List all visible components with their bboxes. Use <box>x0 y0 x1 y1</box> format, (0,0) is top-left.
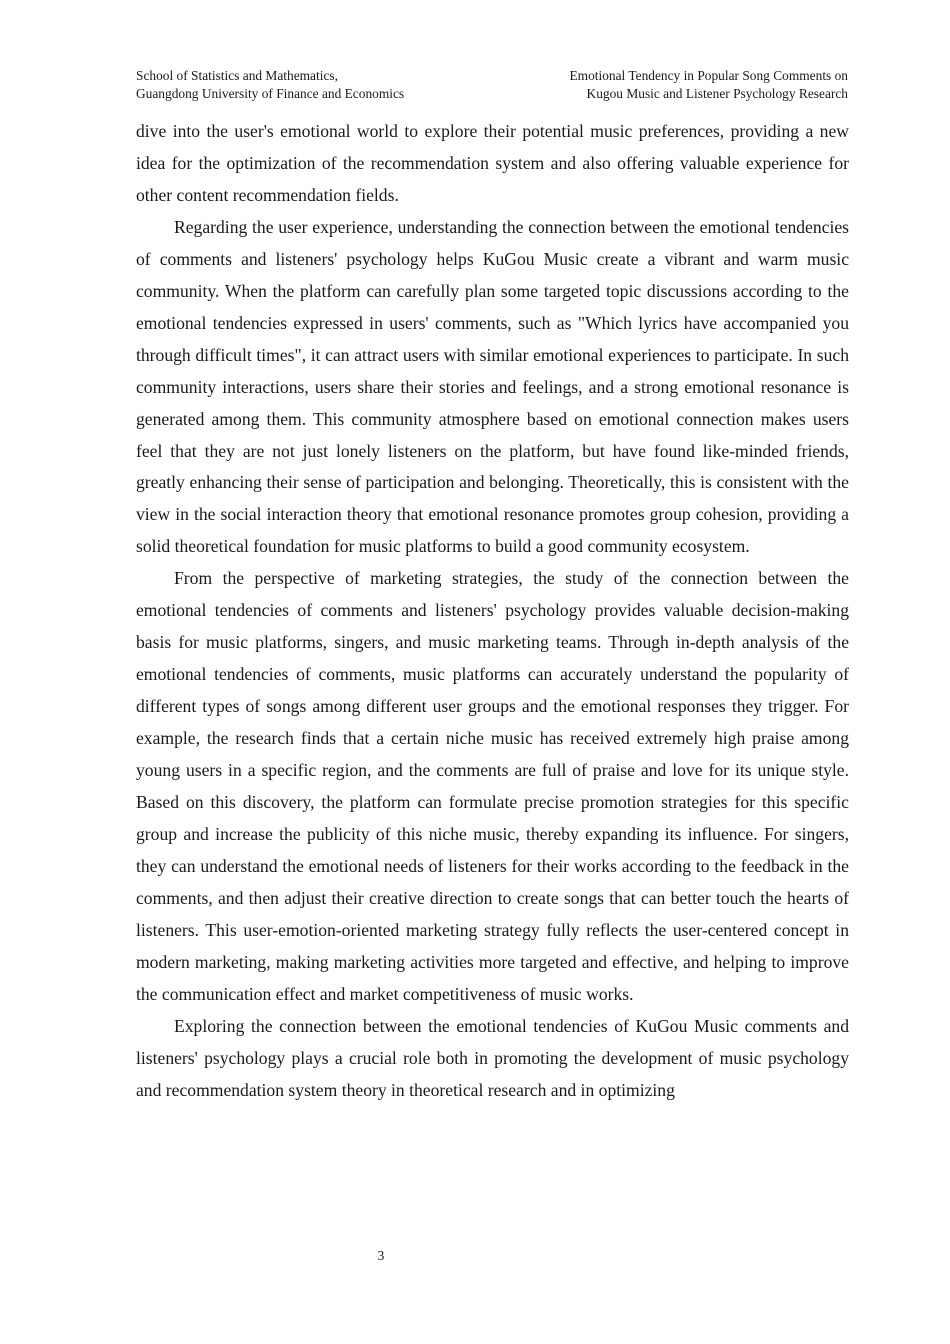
paragraph-marketing-strategies: From the perspective of marketing strategies, the study of the connection between the emotional tendencies of comments and listeners' psychology provides valuable decision-making basis for music platforms, singers, and music marketing teams. Through in-depth analysis of the emotional tendencies of comments, music platforms can accurately understand the popularity of different types of songs among different user groups and the emotional responses they trigger. For example, the research finds that a certain niche music has received extremely high praise among young users in a specific region, and the comments are full of praise and love for its unique style. Based on this discovery, the platform can formulate precise promotion strategies for this specific group and increase the publicity of this niche music, thereby expanding its influence. For singers, they can understand the emotional needs of listeners for their works according to the feedback in the comments, and then adjust their creative direction to create songs that can better touch the hearts of listeners. This user-emotion-oriented marketing strategy fully reflects the user-centered concept in modern marketing, making marketing activities more targeted and effective, and helping to improve the communication effect and market competitiveness of music works. <box>136 568 849 1004</box>
body-text <box>136 116 849 1107</box>
running-header-left <box>136 67 404 103</box>
paragraph-user-experience: Regarding the user experience, understanding the connection between the emotional tendencies of comments and listeners' psychology helps KuGou Music create a vibrant and warm music community. When the platform can carefully plan some targeted topic discussions according to the emotional tendencies expressed in users' comments, such as "Which lyrics have accompanied you through difficult times", it can attract users with similar emotional experiences to participate. In such community interactions, users share their stories and feelings, and a strong emotional resonance is generated among them. This community atmosphere based on emotional connection makes users feel that they are not just lonely listeners on the platform, but have found like-minded friends, greatly enhancing their sense of participation and belonging. Theoretically, this is consistent with the view in the social interaction theory that emotional resonance promotes group cohesion, providing a solid theoretical foundation for music platforms to build a good community ecosystem. <box>136 216 849 557</box>
page-number: 3 <box>377 1248 385 1263</box>
running-header-right <box>569 67 848 103</box>
header-institution-university: Guangdong University of Finance and Economics <box>136 86 405 101</box>
header-title-line1: Emotional Tendency in Popular Song Comments on <box>569 68 848 83</box>
header-institution-school: School of Statistics and Mathematics, <box>136 68 338 83</box>
header-title-line2: Kugou Music and Listener Psychology Research <box>586 86 848 101</box>
paragraph-continued: dive into the user's emotional world to explore their potential music preferences, providing a new idea for the optimization of the recommendation system and also offering valuable experience for other content recommendation fields. <box>136 121 849 205</box>
paragraph-conclusion: Exploring the connection between the emotional tendencies of KuGou Music comments and listeners' psychology plays a crucial role both in promoting the development of music psychology and recommendation system theory in theoretical research and in optimizing <box>136 1015 849 1100</box>
